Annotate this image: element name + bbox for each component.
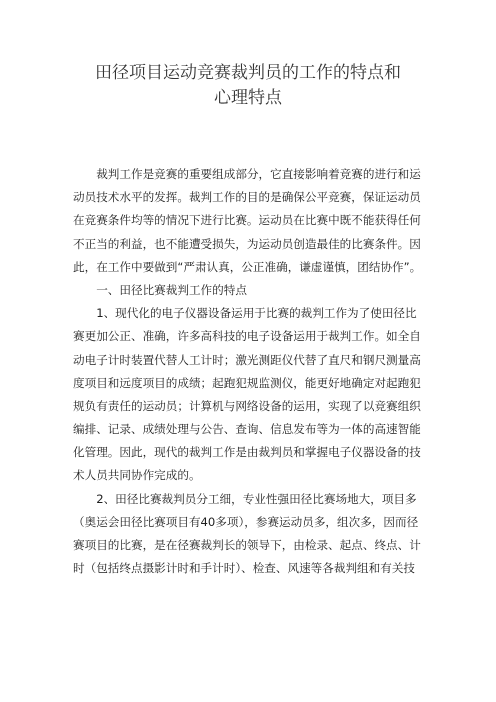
text-line: 术人员共同协作完成的。	[73, 468, 201, 483]
text-line: 不正当的利益，也不能遭受损失，为运动员创造最佳的比赛条件。因	[73, 236, 421, 251]
text-line: 一、田径比赛裁判工作的特点	[73, 282, 247, 297]
text-line: 化管理。因此，现代的裁判工作是由裁判员和掌握电子仪器设备的技	[73, 445, 421, 460]
title-line-1: 田径项目运动竞赛裁判员的工作的特点和	[95, 63, 401, 83]
text-line: 规负有责任的运动员；计算机与网络设备的运用，实现了以竞赛组织	[73, 398, 421, 413]
paragraph-intro	[73, 163, 425, 279]
text-line: 动员技术水平的发挥。裁判工作的目的是确保公平竞赛，保证运动员	[73, 190, 421, 205]
text-line: 编排、记录、成绩处理与公告、查询、信息发布等为一体的高速智能	[73, 422, 421, 437]
paragraph-point-2	[73, 488, 425, 581]
text-line: 此，在工作中要做到“严肃认真，公正准确，谦虚谨慎，团结协作”。	[73, 259, 422, 274]
section-heading	[73, 279, 425, 302]
text-line: 在竞赛条件均等的情况下进行比赛。运动员在比赛中既不能获得任何	[73, 213, 421, 228]
document-body	[73, 163, 425, 580]
text-line: 时（包括终点摄影计时和手计时）、检查、风速等各裁判组和有关技	[73, 561, 416, 576]
text-line: 动电子计时装置代替人工计时；激光测距仪代替了直尺和钢尺测量高	[73, 352, 421, 367]
paragraph-point-1	[73, 302, 425, 488]
text-line: （奥运会田径比赛项目有40多项），参赛运动员多，组次多，因而径	[73, 514, 419, 529]
text-line: 裁判工作是竞赛的重要组成部分，它直接影响着竞赛的进行和运	[73, 167, 421, 181]
text-line: 1、现代化的电子仪器设备运用于比赛的裁判工作为了使田径比	[73, 306, 417, 321]
text-line: 度项目和远度项目的成绩；起跑犯规监测仪，能更好地确定对起跑犯	[73, 375, 421, 390]
text-line: 2、田径比赛裁判员分工细，专业性强田径比赛场地大，项目多	[73, 491, 417, 506]
text-line: 赛更加公正、准确，许多高科技的电子设备运用于裁判工作。如全自	[73, 329, 421, 344]
title-line-2: 心理特点	[214, 88, 282, 108]
text-line: 赛项目的比赛，是在径赛裁判长的领导下，由检录、起点、终点、计	[73, 538, 421, 552]
document-title	[60, 61, 436, 111]
